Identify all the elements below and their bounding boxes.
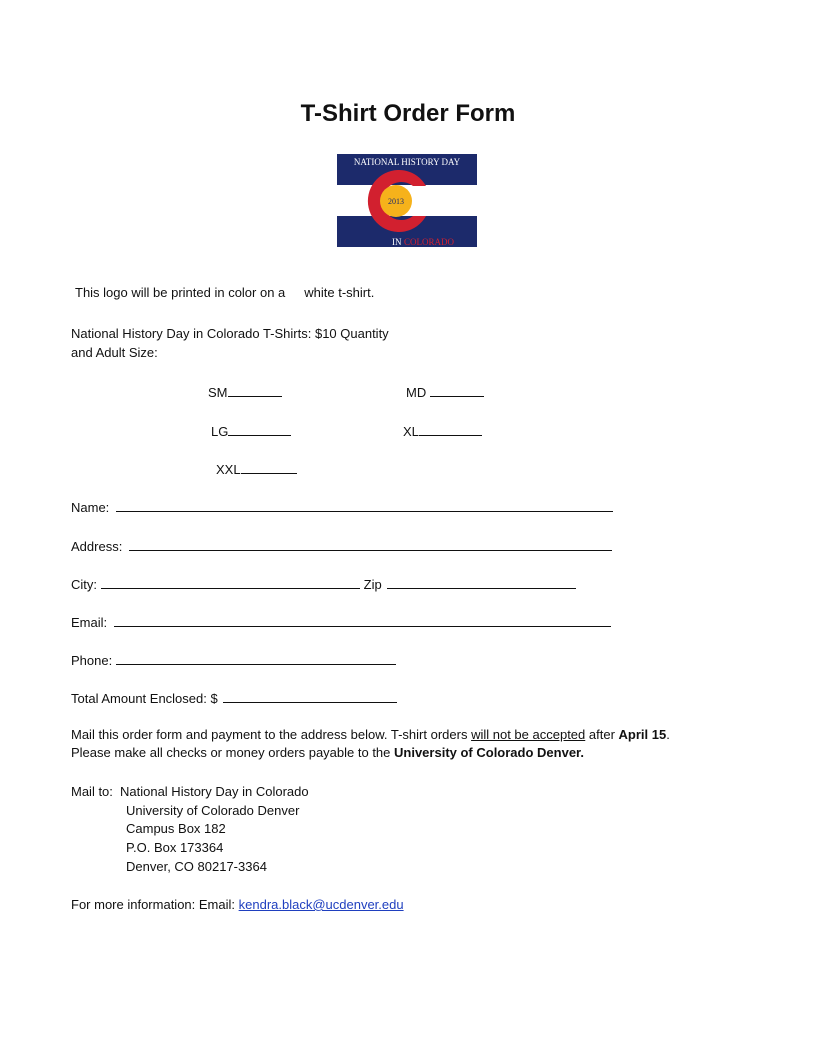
contact-email-link[interactable]: kendra.black@ucdenver.edu [238, 897, 404, 912]
instr-text-a: Mail this order form and payment to the address below. T-shirt orders [71, 727, 468, 742]
size-xl-field[interactable] [403, 422, 482, 440]
total-label: Total Amount Enclosed: $ [71, 691, 218, 706]
name-blank[interactable] [116, 498, 613, 512]
name-label: Name: [71, 500, 110, 515]
size-md-label: MD [406, 385, 427, 400]
shirt-info-line1: National History Day in Colorado T-Shirts: $10 Quantity [71, 326, 389, 341]
zip-blank[interactable] [387, 575, 576, 589]
instr-period: . [666, 727, 670, 742]
mail-to-line-2: University of Colorado Denver [126, 803, 300, 818]
size-sm-label: SM [208, 385, 228, 400]
total-blank[interactable] [223, 689, 397, 703]
zip-label: Zip [363, 577, 382, 592]
phone-label: Phone: [71, 653, 113, 668]
instr-after: after [588, 727, 615, 742]
size-lg-field[interactable] [211, 422, 291, 440]
email-label: Email: [71, 615, 108, 630]
mail-to-label: Mail to: [71, 784, 113, 799]
address-blank[interactable] [129, 537, 612, 551]
name-field[interactable] [71, 498, 613, 516]
city-blank[interactable] [101, 575, 360, 589]
size-xxl-blank[interactable] [241, 460, 297, 474]
logo-in-text: IN [392, 237, 402, 247]
size-md-blank[interactable] [430, 383, 484, 397]
logo-note [75, 285, 374, 301]
mail-instructions-line1 [71, 727, 670, 743]
logo-note-part1: This logo will be printed in color on a [75, 285, 286, 300]
mail-instructions-line2 [71, 745, 584, 761]
nhd-colorado-logo [337, 154, 477, 247]
phone-field[interactable] [71, 651, 396, 669]
instr-deadline: April 15 [618, 727, 667, 742]
page-title: T-Shirt Order Form [300, 100, 516, 127]
size-xl-blank[interactable] [419, 422, 482, 436]
address-label: Address: [71, 539, 123, 554]
email-blank[interactable] [114, 613, 611, 627]
phone-blank[interactable] [116, 651, 396, 665]
mail-to-line-1: National History Day in Colorado [120, 784, 309, 799]
instr-not-accepted: will not be accepted [471, 727, 586, 742]
size-xl-label: XL [403, 424, 419, 439]
size-sm-blank[interactable] [228, 383, 282, 397]
email-field[interactable] [71, 613, 611, 631]
address-field[interactable] [71, 537, 612, 555]
size-sm-field[interactable] [208, 383, 282, 401]
shirt-info-line2: and Adult Size: [71, 345, 158, 360]
mail-to-line-4: P.O. Box 173364 [126, 840, 224, 855]
logo-state-text: COLORADO [404, 237, 455, 247]
mail-to-line-3: Campus Box 182 [126, 821, 226, 836]
instr-payable-text: Please make all checks or money orders payable to the [71, 745, 391, 760]
size-xxl-field[interactable] [216, 460, 297, 478]
size-lg-label: LG [211, 424, 229, 439]
mail-to-line-5: Denver, CO 80217-3364 [126, 859, 267, 874]
logo-top-text: NATIONAL HISTORY DAY [353, 157, 461, 167]
total-field[interactable] [71, 689, 397, 707]
more-info [71, 897, 404, 913]
size-lg-blank[interactable] [228, 422, 291, 436]
city-label: City: [71, 577, 97, 592]
city-zip-field[interactable] [71, 575, 576, 593]
logo-note-part2: white t-shirt. [304, 285, 375, 300]
instr-payee: University of Colorado Denver. [394, 745, 585, 760]
logo-year: 2013 [388, 197, 404, 206]
more-info-label: For more information: Email: [71, 897, 235, 912]
size-md-field[interactable] [406, 383, 484, 401]
size-xxl-label: XXL [216, 462, 241, 477]
